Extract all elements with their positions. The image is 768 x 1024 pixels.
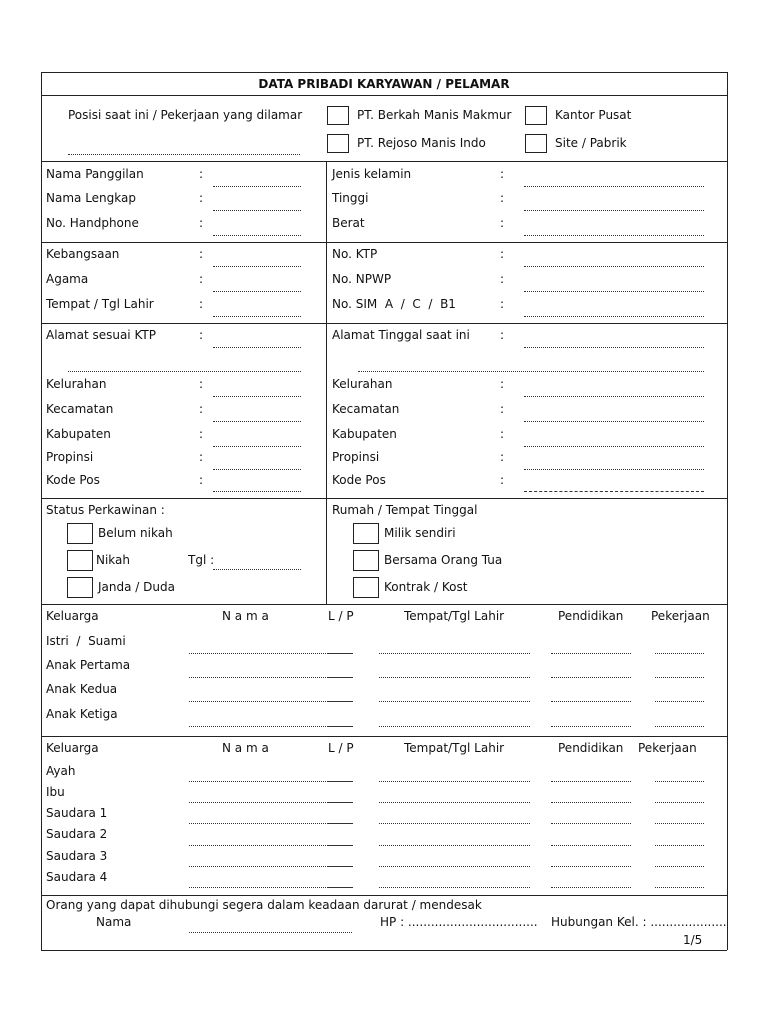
fam2-pekerjaan-field[interactable] <box>655 866 704 867</box>
fam1-lp-field[interactable] <box>328 677 353 678</box>
berat-field[interactable] <box>524 235 704 236</box>
fam1-pendidikan-field[interactable] <box>551 653 631 654</box>
alamat-tinggal-field-2[interactable] <box>358 371 704 372</box>
tgl-nikah-field[interactable] <box>213 569 301 570</box>
fam2-lp-field[interactable] <box>328 781 353 782</box>
janda-duda-checkbox[interactable] <box>67 577 93 598</box>
field-label: Kode Pos <box>46 473 100 487</box>
field-label: Nama Panggilan <box>46 167 144 181</box>
field-label: Kode Pos <box>332 473 386 487</box>
propinsi-ktp-field[interactable] <box>213 469 301 470</box>
kantor-pusat-checkbox[interactable] <box>525 106 547 125</box>
table-row-label: Ibu <box>46 785 65 799</box>
fam2-ttl-field[interactable] <box>379 866 530 867</box>
fam1-lp-field[interactable] <box>328 726 353 727</box>
fam2-pekerjaan-field[interactable] <box>655 845 704 846</box>
colon: : <box>199 247 204 261</box>
company-rejoso-label: PT. Rejoso Manis Indo <box>357 136 486 150</box>
fam2-pendidikan-field[interactable] <box>551 887 631 888</box>
table-row-label: Saudara 3 <box>46 849 108 863</box>
field-label: Kecamatan <box>332 402 400 416</box>
colon: : <box>199 427 204 441</box>
field-label: No. NPWP <box>332 272 392 286</box>
colon: : <box>199 167 204 181</box>
company-berkah-label: PT. Berkah Manis Makmur <box>357 108 512 122</box>
colon: : <box>199 297 204 311</box>
option-label: Bersama Orang Tua <box>384 553 503 567</box>
colon: : <box>500 450 505 464</box>
field-label: Jenis kelamin <box>332 167 412 181</box>
colon: : <box>199 216 204 230</box>
fam2-pendidikan-field[interactable] <box>551 802 631 803</box>
col-header: Tempat/Tgl Lahir <box>404 609 505 623</box>
fam2-ttl-field[interactable] <box>379 781 530 782</box>
fam2-pendidikan-field[interactable] <box>551 866 631 867</box>
col-header: Pekerjaan <box>651 609 710 623</box>
fam2-pendidikan-field[interactable] <box>551 781 631 782</box>
colon: : <box>199 191 204 205</box>
option-label: Kontrak / Kost <box>384 580 468 594</box>
tinggi-field[interactable] <box>524 210 704 211</box>
colon: : <box>199 377 204 391</box>
position-field[interactable] <box>68 154 300 155</box>
colon: : <box>500 297 505 311</box>
table-row-label: Anak Pertama <box>46 658 131 672</box>
emergency-title: Orang yang dapat dihubungi segera dalam keadaan darurat / mendesak <box>46 898 482 912</box>
fam1-ttl-field[interactable] <box>379 653 530 654</box>
fam1-pekerjaan-field[interactable] <box>655 701 704 702</box>
field-label: Tinggi <box>332 191 369 205</box>
fam1-pendidikan-field[interactable] <box>551 677 631 678</box>
field-label: Kelurahan <box>332 377 393 391</box>
colon: : <box>199 402 204 416</box>
milik-sendiri-checkbox[interactable] <box>353 523 379 544</box>
colon: : <box>500 216 505 230</box>
col-header: Pendidikan <box>558 609 624 623</box>
fam1-pekerjaan-field[interactable] <box>655 653 704 654</box>
fam2-lp-field[interactable] <box>328 802 353 803</box>
colon: : <box>500 427 505 441</box>
field-label: Nama Lengkap <box>46 191 136 205</box>
tgl-label: Tgl : <box>188 553 215 567</box>
alamat-ktp-field[interactable] <box>213 347 301 348</box>
kabupaten-tinggal-field[interactable] <box>524 446 704 447</box>
marital-title: Status Perkawinan : <box>46 503 165 517</box>
col-header: Tempat/Tgl Lahir <box>404 741 505 755</box>
residence-title: Rumah / Tempat Tinggal <box>332 503 478 517</box>
fam2-pendidikan-field[interactable] <box>551 845 631 846</box>
ktp-field[interactable] <box>524 266 704 267</box>
kelurahan-tinggal-field[interactable] <box>524 396 704 397</box>
option-label: Janda / Duda <box>98 580 175 594</box>
bersama-orang-tua-checkbox[interactable] <box>353 550 379 571</box>
propinsi-tinggal-field[interactable] <box>524 469 704 470</box>
fam2-pekerjaan-field[interactable] <box>655 823 704 824</box>
npwp-field[interactable] <box>524 291 704 292</box>
colon: : <box>500 247 505 261</box>
table-row-label: Saudara 2 <box>46 827 108 841</box>
alamat-tinggal-field[interactable] <box>524 347 704 348</box>
table-row-label: Saudara 1 <box>46 806 108 820</box>
agama-field[interactable] <box>213 291 301 292</box>
colon: : <box>500 167 505 181</box>
nikah-checkbox[interactable] <box>67 550 93 571</box>
col-header: N a m a <box>222 741 269 755</box>
kantor-pusat-label: Kantor Pusat <box>555 108 632 122</box>
field-label: Kecamatan <box>46 402 114 416</box>
col-header: L / P <box>328 609 354 623</box>
position-label: Posisi saat ini / Pekerjaan yang dilamar <box>68 108 303 122</box>
col-header: Pekerjaan <box>638 741 697 755</box>
field-label: Tempat / Tgl Lahir <box>46 297 154 311</box>
colon: : <box>199 272 204 286</box>
company-rejoso-checkbox[interactable] <box>327 134 349 153</box>
fam2-ttl-field[interactable] <box>379 823 530 824</box>
fam2-ttl-field[interactable] <box>379 845 530 846</box>
colon: : <box>199 450 204 464</box>
fam1-ttl-field[interactable] <box>379 677 530 678</box>
table-row-label: Saudara 4 <box>46 870 108 884</box>
col-header: Pendidikan <box>558 741 624 755</box>
colon: : <box>500 402 505 416</box>
form-title: DATA PRIBADI KARYAWAN / PELAMAR <box>258 77 510 91</box>
option-label: Nikah <box>96 553 131 567</box>
handphone-field[interactable] <box>213 235 301 236</box>
fam1-pendidikan-field[interactable] <box>551 701 631 702</box>
colon: : <box>199 328 204 342</box>
sim-field[interactable] <box>524 316 704 317</box>
colon: : <box>500 473 505 487</box>
kelurahan-ktp-field[interactable] <box>213 396 301 397</box>
fam1-ttl-field[interactable] <box>379 701 530 702</box>
emergency-name-label: Nama <box>96 915 132 929</box>
fam2-lp-field[interactable] <box>328 823 353 824</box>
col-header: L / P <box>328 741 354 755</box>
field-label: Kabupaten <box>46 427 111 441</box>
fam1-lp-field[interactable] <box>328 653 353 654</box>
field-label: Propinsi <box>332 450 380 464</box>
jenis-kelamin-field[interactable] <box>524 186 704 187</box>
page-number: 1/5 <box>683 933 703 947</box>
field-label: Kebangsaan <box>46 247 120 261</box>
fam1-ttl-field[interactable] <box>379 726 530 727</box>
field-label: No. KTP <box>332 247 378 261</box>
address-current-title: Alamat Tinggal saat ini <box>332 328 470 342</box>
field-label: No. Handphone <box>46 216 139 230</box>
field-label: Agama <box>46 272 89 286</box>
kabupaten-ktp-field[interactable] <box>213 446 301 447</box>
kontrak-kost-checkbox[interactable] <box>353 577 379 598</box>
col-header: Keluarga <box>46 609 99 623</box>
fam2-pekerjaan-field[interactable] <box>655 887 704 888</box>
kebangsaan-field[interactable] <box>213 266 301 267</box>
fam2-lp-field[interactable] <box>328 866 353 867</box>
table-row-label: Anak Kedua <box>46 682 118 696</box>
kecamatan-ktp-field[interactable] <box>213 421 301 422</box>
colon: : <box>500 377 505 391</box>
fam2-pendidikan-field[interactable] <box>551 823 631 824</box>
belum-nikah-checkbox[interactable] <box>67 523 93 544</box>
address-ktp-title: Alamat sesuai KTP <box>46 328 156 342</box>
fam2-pekerjaan-field[interactable] <box>655 781 704 782</box>
tempat-tgl-lahir-field[interactable] <box>213 316 301 317</box>
nama-lengkap-field[interactable] <box>213 210 301 211</box>
site-pabrik-checkbox[interactable] <box>525 134 547 153</box>
col-header: Keluarga <box>46 741 99 755</box>
emergency-hp-field[interactable]: HP : .................................. <box>380 915 538 929</box>
fam2-ttl-field[interactable] <box>379 887 530 888</box>
nama-panggilan-field[interactable] <box>213 186 301 187</box>
option-label: Milik sendiri <box>384 526 456 540</box>
fam2-ttl-field[interactable] <box>379 802 530 803</box>
field-label: No. SIM A / C / B1 <box>332 297 456 311</box>
fam2-lp-field[interactable] <box>328 887 353 888</box>
emergency-name-field[interactable] <box>189 932 352 933</box>
kecamatan-tinggal-field[interactable] <box>524 421 704 422</box>
alamat-ktp-field-2[interactable] <box>68 371 301 372</box>
site-pabrik-label: Site / Pabrik <box>555 136 627 150</box>
colon: : <box>500 328 505 342</box>
fam1-lp-field[interactable] <box>328 701 353 702</box>
fam2-lp-field[interactable] <box>328 845 353 846</box>
kodepos-tinggal-field[interactable] <box>524 491 704 492</box>
fam1-pendidikan-field[interactable] <box>551 726 631 727</box>
colon: : <box>500 191 505 205</box>
table-row-label: Anak Ketiga <box>46 707 118 721</box>
col-header: N a m a <box>222 609 269 623</box>
field-label: Propinsi <box>46 450 94 464</box>
table-row-label: Istri / Suami <box>46 634 126 648</box>
fam2-pekerjaan-field[interactable] <box>655 802 704 803</box>
fam1-pekerjaan-field[interactable] <box>655 726 704 727</box>
company-berkah-checkbox[interactable] <box>327 106 349 125</box>
field-label: Kabupaten <box>332 427 397 441</box>
kodepos-ktp-field[interactable] <box>213 491 301 492</box>
field-label: Berat <box>332 216 365 230</box>
fam1-pekerjaan-field[interactable] <box>655 677 704 678</box>
emergency-relation-field[interactable]: Hubungan Kel. : .................... <box>551 915 727 929</box>
colon: : <box>199 473 204 487</box>
colon: : <box>500 272 505 286</box>
option-label: Belum nikah <box>98 526 173 540</box>
field-label: Kelurahan <box>46 377 107 391</box>
table-row-label: Ayah <box>46 764 76 778</box>
